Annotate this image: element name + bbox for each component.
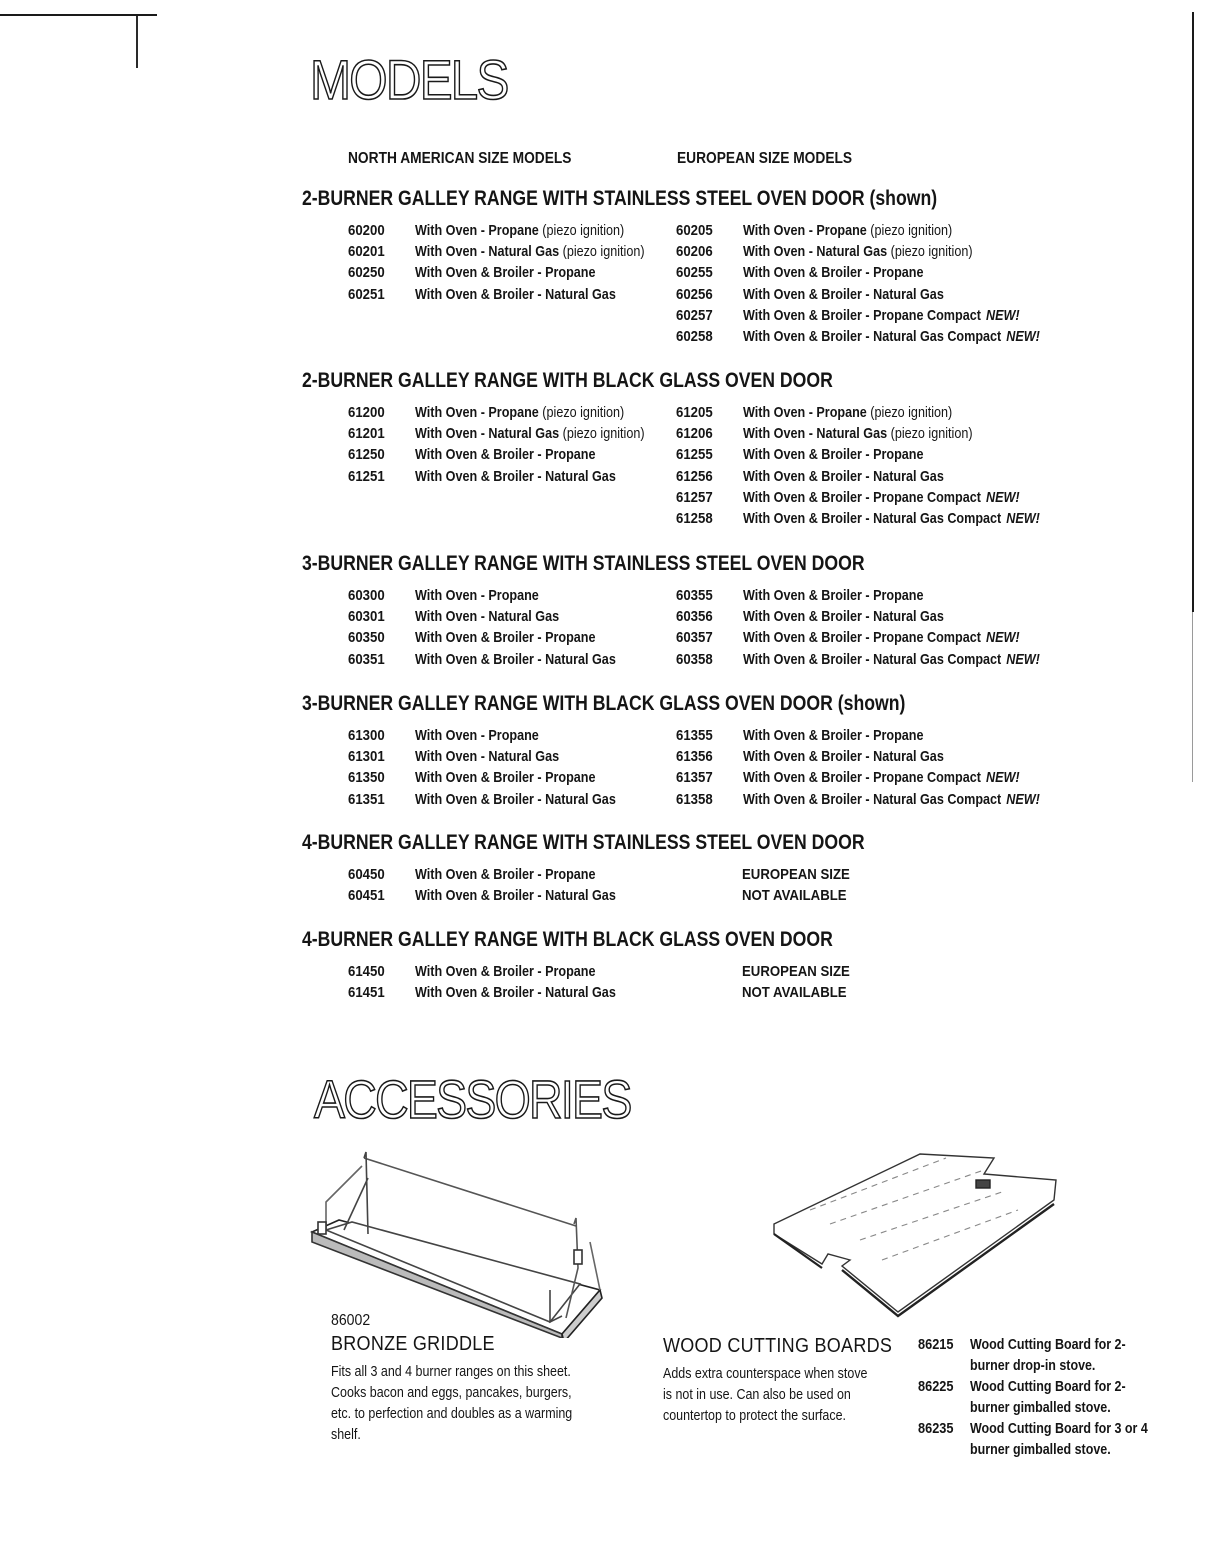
model-description [743,262,924,283]
model-rows [302,585,1182,670]
model-number: 61257 [676,488,713,506]
model-description [743,746,944,767]
model-section [302,830,1182,906]
note-line: NOT AVAILABLE [742,984,847,1002]
model-number: 61301 [348,748,385,766]
model-description [743,508,1040,529]
model-description-text: With Oven & Broiler - Natural Gas [415,650,616,668]
model-description [743,627,1020,648]
model-number: 60356 [676,608,713,626]
new-badge: NEW! [1006,327,1040,345]
griddle-illustration-icon [304,1138,608,1338]
model-description-text: With Oven & Broiler - Natural Gas [415,887,616,905]
model-number: 60255 [676,264,713,282]
cutting-board-item [918,1419,1178,1461]
north-american-column-header: NORTH AMERICAN SIZE MODELS [348,150,572,167]
model-description-text: With Oven - Propane [415,222,539,239]
model-description [415,606,559,627]
model-description [415,444,596,465]
section-title [302,186,1041,212]
model-number: 60301 [348,608,385,626]
model-description-text: With Oven & Broiler - Propane [415,264,596,282]
section-title [302,927,1041,953]
accessories-title: ACCESSORIES [314,1070,631,1130]
new-badge: NEW! [1006,509,1040,527]
section-title-text: 3-BURNER GALLEY RANGE WITH BLACK GLASS OVEN DOOR [302,692,833,715]
model-description [415,885,616,906]
model-ignition-note: (piezo ignition) [542,404,625,421]
note-line: EUROPEAN SIZE [742,963,850,980]
model-description [415,789,616,810]
cutting-boards-name: WOOD CUTTING BOARDS [663,1335,893,1357]
cutting-board-number: 86225 [918,1379,954,1395]
model-description-text: With Oven & Broiler - Natural Gas [415,790,616,808]
model-description [743,326,1040,347]
model-number: 61250 [348,446,385,464]
model-ignition-note: (piezo ignition) [890,243,973,261]
model-description-text: With Oven & Broiler - Propane Compact [743,769,981,787]
model-description [743,305,1020,326]
model-number: 60256 [676,285,713,303]
model-number: 60200 [348,222,385,239]
model-number: 60355 [676,587,713,604]
note-line: EUROPEAN SIZE [742,866,850,883]
model-description-text: With Oven - Propane [743,404,867,421]
model-description [743,466,944,487]
model-description-text: With Oven & Broiler - Natural Gas Compact [743,509,1002,527]
cutting-board-description: Wood Cutting Board for 3 or 4 burner gimballed stove. [970,1421,1148,1458]
model-description [743,423,973,444]
model-description-text: With Oven - Natural Gas [415,608,560,626]
model-description-text: With Oven & Broiler - Propane [415,866,596,883]
model-section [302,927,1182,1003]
model-description-text: With Oven - Natural Gas [415,425,560,443]
model-description-text: With Oven & Broiler - Natural Gas [415,984,616,1002]
model-description [415,767,596,788]
model-description-text: With Oven & Broiler - Propane [743,446,924,464]
model-description [415,241,645,262]
model-description-text: With Oven & Broiler - Propane Compact [743,488,981,506]
model-number: 61256 [676,467,713,485]
model-description-text: With Oven & Broiler - Natural Gas [415,467,616,485]
cutting-board-item [918,1377,1178,1419]
model-number: 61300 [348,727,385,744]
model-description-text: With Oven - Natural Gas [743,243,888,261]
model-description [415,746,559,767]
section-title [302,691,1041,717]
cutting-board-illustration-icon [770,1148,1060,1323]
model-section [302,186,1182,347]
model-number: 61201 [348,425,385,443]
model-number: 60205 [676,222,713,239]
model-number: 60357 [676,629,713,647]
section-title-suffix: (shown) [869,187,938,210]
cutting-board-description: Wood Cutting Board for 2-burner drop-in stove. [970,1337,1126,1374]
model-description-text: With Oven & Broiler - Propane [743,264,924,282]
model-description [415,284,616,305]
model-description [743,241,973,262]
model-description [415,627,596,648]
model-number: 60201 [348,243,385,261]
model-number: 60258 [676,327,713,345]
section-title [302,368,1041,394]
model-description [415,725,539,746]
page-edge-rule-faint [1192,612,1193,782]
model-number: 60251 [348,285,385,303]
model-description-text: With Oven & Broiler - Natural Gas [743,608,944,626]
cutting-board-item [918,1335,1178,1377]
european-not-available-note [742,864,850,906]
cutting-board-number: 86235 [918,1421,954,1437]
section-title [302,551,1041,577]
model-number: 61450 [348,963,385,980]
model-description-text: With Oven - Propane [415,727,539,744]
model-description [743,444,924,465]
model-description [743,402,952,423]
model-description [743,789,1040,810]
cutting-board-description: Wood Cutting Board for 2-burner gimballed stove. [970,1379,1126,1416]
model-number: 60300 [348,587,385,604]
model-description [743,649,1040,670]
model-description [415,982,616,1003]
griddle-description: Fits all 3 and 4 burner ranges on this sheet. Cooks bacon and eggs, pancakes, burgers, etc. to perfection and doubles as a warming shelf. [331,1364,573,1443]
model-number: 61351 [348,790,385,808]
model-ignition-note: (piezo ignition) [870,222,953,239]
cutting-board-list [918,1335,1178,1461]
section-title-text: 4-BURNER GALLEY RANGE WITH STAINLESS STEEL OVEN DOOR [302,831,865,854]
model-number: 60351 [348,650,385,668]
model-number: 61258 [676,509,713,527]
model-description [743,606,944,627]
model-description-text: With Oven & Broiler - Natural Gas [743,467,944,485]
model-description-text: With Oven & Broiler - Propane Compact [743,629,981,647]
model-number: 61350 [348,769,385,787]
model-description [415,220,624,241]
model-number: 61451 [348,984,385,1002]
section-title [302,830,1041,856]
note-line: NOT AVAILABLE [742,887,847,905]
model-number: 61255 [676,446,713,464]
model-description-text: With Oven & Broiler - Natural Gas Compact [743,327,1002,345]
new-badge: NEW! [985,769,1020,787]
model-section [302,691,1182,810]
cutting-boards-description: Adds extra counterspace when stove is not in use. Can also be used on countertop to protect the surface. [663,1366,868,1424]
model-description-text: With Oven - Propane [743,222,867,239]
model-number: 61356 [676,748,713,766]
griddle-model-number: 86002 [331,1312,371,1329]
new-badge: NEW! [985,306,1020,324]
model-section [302,368,1182,529]
european-column-header: EUROPEAN SIZE MODELS [677,150,853,167]
model-description-text: With Oven & Broiler - Propane [415,629,596,647]
model-number: 61355 [676,727,713,744]
new-badge: NEW! [1006,790,1040,808]
model-rows [302,220,1182,347]
section-title-text: 2-BURNER GALLEY RANGE WITH BLACK GLASS OVEN DOOR [302,369,833,392]
model-description [743,585,924,606]
model-description [743,487,1020,508]
model-number: 60250 [348,264,385,282]
model-description-text: With Oven & Broiler - Propane [415,446,596,464]
model-description-text: With Oven & Broiler - Propane [415,963,596,980]
model-number: 60206 [676,243,713,261]
model-description [743,220,952,241]
model-ignition-note: (piezo ignition) [890,425,973,443]
model-description-text: With Oven - Propane [415,587,539,604]
section-title-text: 2-BURNER GALLEY RANGE WITH STAINLESS STEEL OVEN DOOR [302,187,865,210]
model-number: 60257 [676,306,713,324]
model-ignition-note: (piezo ignition) [562,243,645,261]
new-badge: NEW! [985,488,1020,506]
model-number: 61357 [676,769,713,787]
crop-mark-vertical [136,16,138,68]
european-not-available-note [742,961,850,1003]
model-rows [302,864,1182,906]
model-description [415,466,616,487]
model-description-text: With Oven - Natural Gas [415,748,560,766]
section-title-suffix: (shown) [837,692,906,715]
model-description [415,961,596,982]
model-description-text: With Oven & Broiler - Propane Compact [743,306,981,324]
section-title-text: 4-BURNER GALLEY RANGE WITH BLACK GLASS OVEN DOOR [302,928,833,951]
model-description [743,725,924,746]
model-description [415,402,624,423]
model-number: 60358 [676,650,713,668]
model-ignition-note: (piezo ignition) [542,222,625,239]
model-description [743,767,1020,788]
new-badge: NEW! [985,629,1020,647]
new-badge: NEW! [1006,650,1040,668]
model-ignition-note: (piezo ignition) [562,425,645,443]
model-description [415,423,645,444]
section-title-text: 3-BURNER GALLEY RANGE WITH STAINLESS STEEL OVEN DOOR [302,552,865,575]
model-number: 61200 [348,404,385,421]
model-description-text: With Oven & Broiler - Propane [415,769,596,787]
model-description-text: With Oven & Broiler - Natural Gas Compact [743,790,1002,808]
model-number: 61205 [676,404,713,421]
model-section [302,551,1182,670]
model-rows [302,725,1182,810]
model-description [415,864,596,885]
model-description [415,262,596,283]
model-description-text: With Oven & Broiler - Natural Gas [743,285,944,303]
crop-mark-horizontal [0,14,157,16]
model-number: 61251 [348,467,385,485]
model-number: 60451 [348,887,385,905]
model-number: 61206 [676,425,713,443]
model-ignition-note: (piezo ignition) [870,404,953,421]
model-description-text: With Oven & Broiler - Propane [743,587,924,604]
page-edge-rule [1192,12,1194,612]
model-description [743,284,944,305]
model-number: 60450 [348,866,385,883]
model-rows [302,402,1182,529]
model-description-text: With Oven & Broiler - Propane [743,727,924,744]
griddle-name: BRONZE GRIDDLE [331,1333,495,1355]
models-title: MODELS [310,48,508,111]
model-rows [302,961,1182,1003]
cutting-board-number: 86215 [918,1337,954,1353]
model-number: 61358 [676,790,713,808]
model-description [415,585,539,606]
model-description [415,649,616,670]
model-description-text: With Oven & Broiler - Natural Gas [415,285,616,303]
model-description-text: With Oven & Broiler - Natural Gas Compact [743,650,1002,668]
model-description-text: With Oven - Propane [415,404,539,421]
model-description-text: With Oven - Natural Gas [743,425,888,443]
model-description-text: With Oven & Broiler - Natural Gas [743,748,944,766]
model-number: 60350 [348,629,385,647]
model-description-text: With Oven - Natural Gas [415,243,560,261]
